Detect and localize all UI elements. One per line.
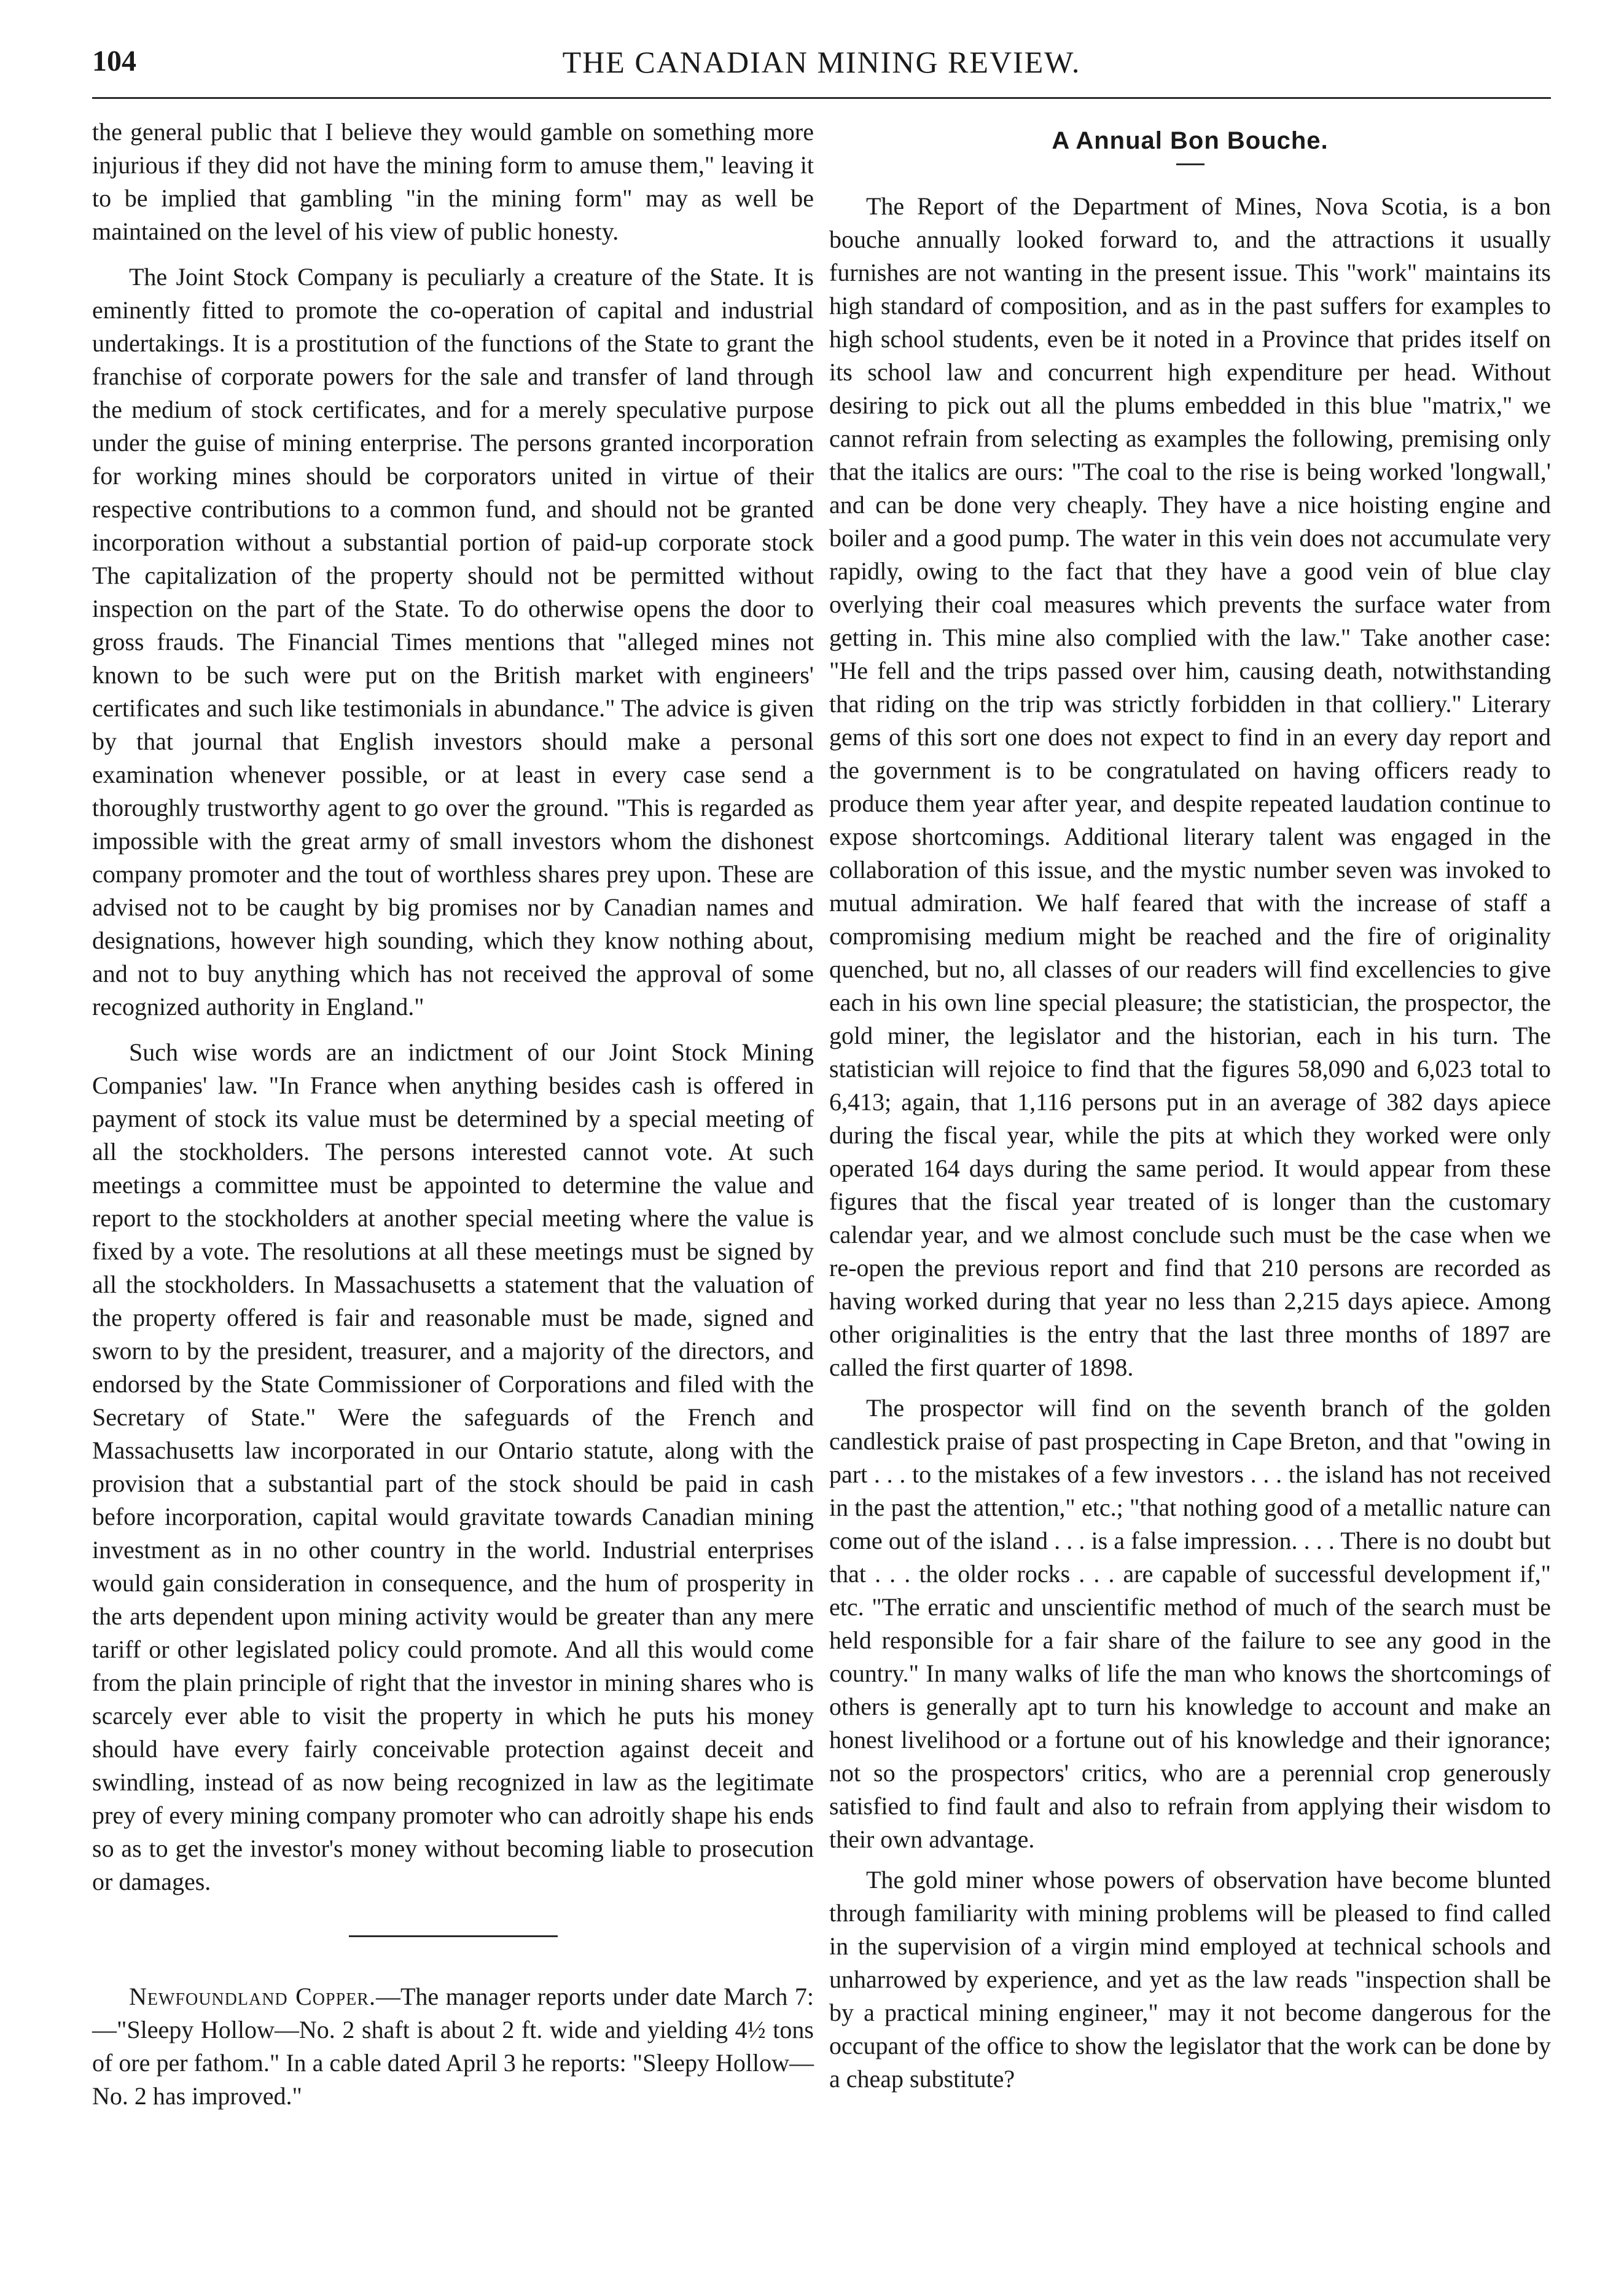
paragraph: the general public that I believe they would gamble on something more injurious if they did not have the mining form to amuse them," leaving it to be implied that gambling "in the mining form" may as well be maintained on the level of his view of public honesty. [92, 118, 814, 245]
paragraph: The gold miner whose powers of observation have become blunted through familiarity with mining problems will be pleased to find called in the supervision of a virgin mind employed at technical schools and unharrowed by experience, and yet as the law reads "inspection shall be by a practical mining engineer," may it not become dangerous for the occupant of the office to show the legislator that the work can be done by a cheap substitute? [829, 1866, 1551, 2093]
right-column [829, 116, 1551, 2103]
paragraph: The Joint Stock Company is peculiarly a creature of the State. It is eminently fitted to promote the co-operation of capital and industrial undertakings. It is a prostitution of the functions of the State to grant the franchise of corporate powers for the sale and transfer of land through the medium of stock certificates, and for a merely speculative purpose under the guise of mining enterprise. The persons granted incorporation for working mines should be corporators united in virtue of their respective contributions to a common fund, and should not be granted incorporation without a substantial portion of paid-up corporate stock The capitalization of the property should not be permitted without inspection on the part of the State. To do otherwise opens the door to gross frauds. The Financial Times mentions that "alleged mines not known to be such were put on the British market with engineers' certificates and such like testimonials in abundance." The advice is given by that journal that English investors should make a personal examination whenever possible, or at least in every case send a thoroughly trustworthy agent to go over the ground. "This is regarded as impossible with the great army of small investors whom the dishonest company promoter and the tout of worthless shares prey upon. These are advised not to be caught by big promises nor by Canadian names and designations, however high sounding, which they know nothing about, and not to buy anything which has not received the approval of some recognized authority in England." [92, 263, 814, 1020]
article-heading: A Annual Bon Bouche. [1052, 127, 1329, 154]
header-rule [92, 97, 1551, 99]
journal-title: THE CANADIAN MINING REVIEW. [562, 45, 1081, 79]
section-separator [349, 1935, 558, 1937]
heading-dash [1176, 163, 1204, 165]
left-column [92, 116, 814, 2125]
paragraph: The Report of the Department of Mines, Nova Scotia, is a bon bouche annually looked forward to, and the attractions it usually furnishes are not wanting in the present issue. This "work" maintains its high standard of composition, and as in the past suffers for examples to high school students, even be it noted in a Province that prides itself on its school law and concurrent high expenditure per head. Without desiring to pick out all the plums embedded in this blue "matrix," we cannot refrain from selecting as examples the following, premising only that the italics are ours: "The coal to the rise is being worked 'longwall,' and can be done very cheaply. They have a nice hoisting engine and boiler and a good pump. The water in this vein does not accumulate very rapidly, owing to the fact that they have a good vein of blue clay overlying their coal measures which prevents the surface water from getting in. This mine also complied with the law." Take another case: "He fell and the trips passed over him, causing death, notwithstanding that riding on the trip was strictly forbidden in that colliery." Literary gems of this sort one does not expect to find in an every day report and the government is to be congratulated on having officers ready to produce them year after year, and despite repeated laudation continue to expose shortcomings. Additional literary talent was engaged in the collaboration of this issue, and the mystic number seven was invoked to mutual admiration. We half feared that with the increase of staff a compromising medium might be reached and the fire of originality quenched, but no, all classes of our readers will find excellencies to give each in his own line special pleasure; the statistician, the prospector, the gold miner, the legislator and the historian, each in his turn. The statistician will rejoice to find that the figures 58,090 and 6,023 total to 6,413; again, that 1,116 persons put in an average of 382 days apiece during the fiscal year, while the pits at which they worked were only operated 164 days during the same period. It would appear from these figures that the fiscal year treated of is longer than the customary calendar year, and we almost conclude such must be the case when we re-open the previous report and find that 210 persons are recorded as having worked during that year no less than 2,215 days apiece. Among other originalities is the entry that the last three months of 1897 are called the first quarter of 1898. [829, 192, 1551, 1381]
paragraph: Such wise words are an indictment of our Joint Stock Mining Companies' law. "In France when anything besides cash is offered in payment of stock its value must be determined by a special meeting of all the stockholders. The persons interested cannot vote. At such meetings a committee must be appointed to determine the value and report to the stockholders at another special meeting where the value is fixed by a vote. The resolutions at all these meetings must be signed by all the stockholders. In Massachusetts a statement that the valuation of the property offered is fair and reasonable must be made, signed and sworn to by the president, treasurer, and a majority of the directors, and endorsed by the State Commissioner of Corporations and filed with the Secretary of State." Were the safeguards of the French and Massachusetts law incorporated in our Ontario statute, along with the provision that a substantial part of the stock should be paid in cash before incorporation, capital would gravitate towards Canadian mining investment as in no other country in the world. Industrial enterprises would gain consideration in consequence, and the hum of prosperity in the arts dependent upon mining activity would be greater than any mere tariff or other legislated policy could promote. And all this would come from the plain principle of right that the investor in mining shares who is scarcely ever able to visit the property in which he puts his money should have every fairly conceivable protection against deceit and swindling, instead of as now being recognized in law as the legitimate prey of every mining company promoter who can adroitly shape his ends so as to get the investor's money without becoming liable to prosecution or damages. [92, 1038, 814, 1895]
news-note-text: —The manager reports under date March 7:—"Sleepy Hollow—No. 2 shaft is about 2 ft. wide and yielding 4½ tons of ore per fathom." In a cable dated April 3 he reports: "Sleepy Hollow—No. 2 has improved." [92, 1983, 814, 2110]
paragraph: The prospector will find on the seventh branch of the golden candlestick praise of past prospecting in Cape Breton, and that "owing in part . . . to the mistakes of a few investors . . . the island has not received in the past the attention," etc.; "that nothing good of a metallic nature can come out of the island . . . is a false impression. . . . There is no doubt but that . . . the older rocks . . . are capable of successful development if," etc. "The erratic and unscientific method of much of the search must be held responsible for a fair share of the failure to see any good in the country." In many walks of life the man who knows the shortcomings of others is generally apt to turn his knowledge to account and make an honest livelihood or a fortune out of his knowledge and their ignorance; not so the prospectors' critics, who are a perennial crop generously satisfied to find fault and also to refrain from applying their wisdom to their own advantage. [829, 1394, 1551, 1853]
page-number: 104 [92, 45, 136, 77]
news-note [92, 1980, 814, 2113]
news-note-title: Newfoundland Copper. [129, 1983, 376, 2010]
page-header [92, 44, 1551, 87]
